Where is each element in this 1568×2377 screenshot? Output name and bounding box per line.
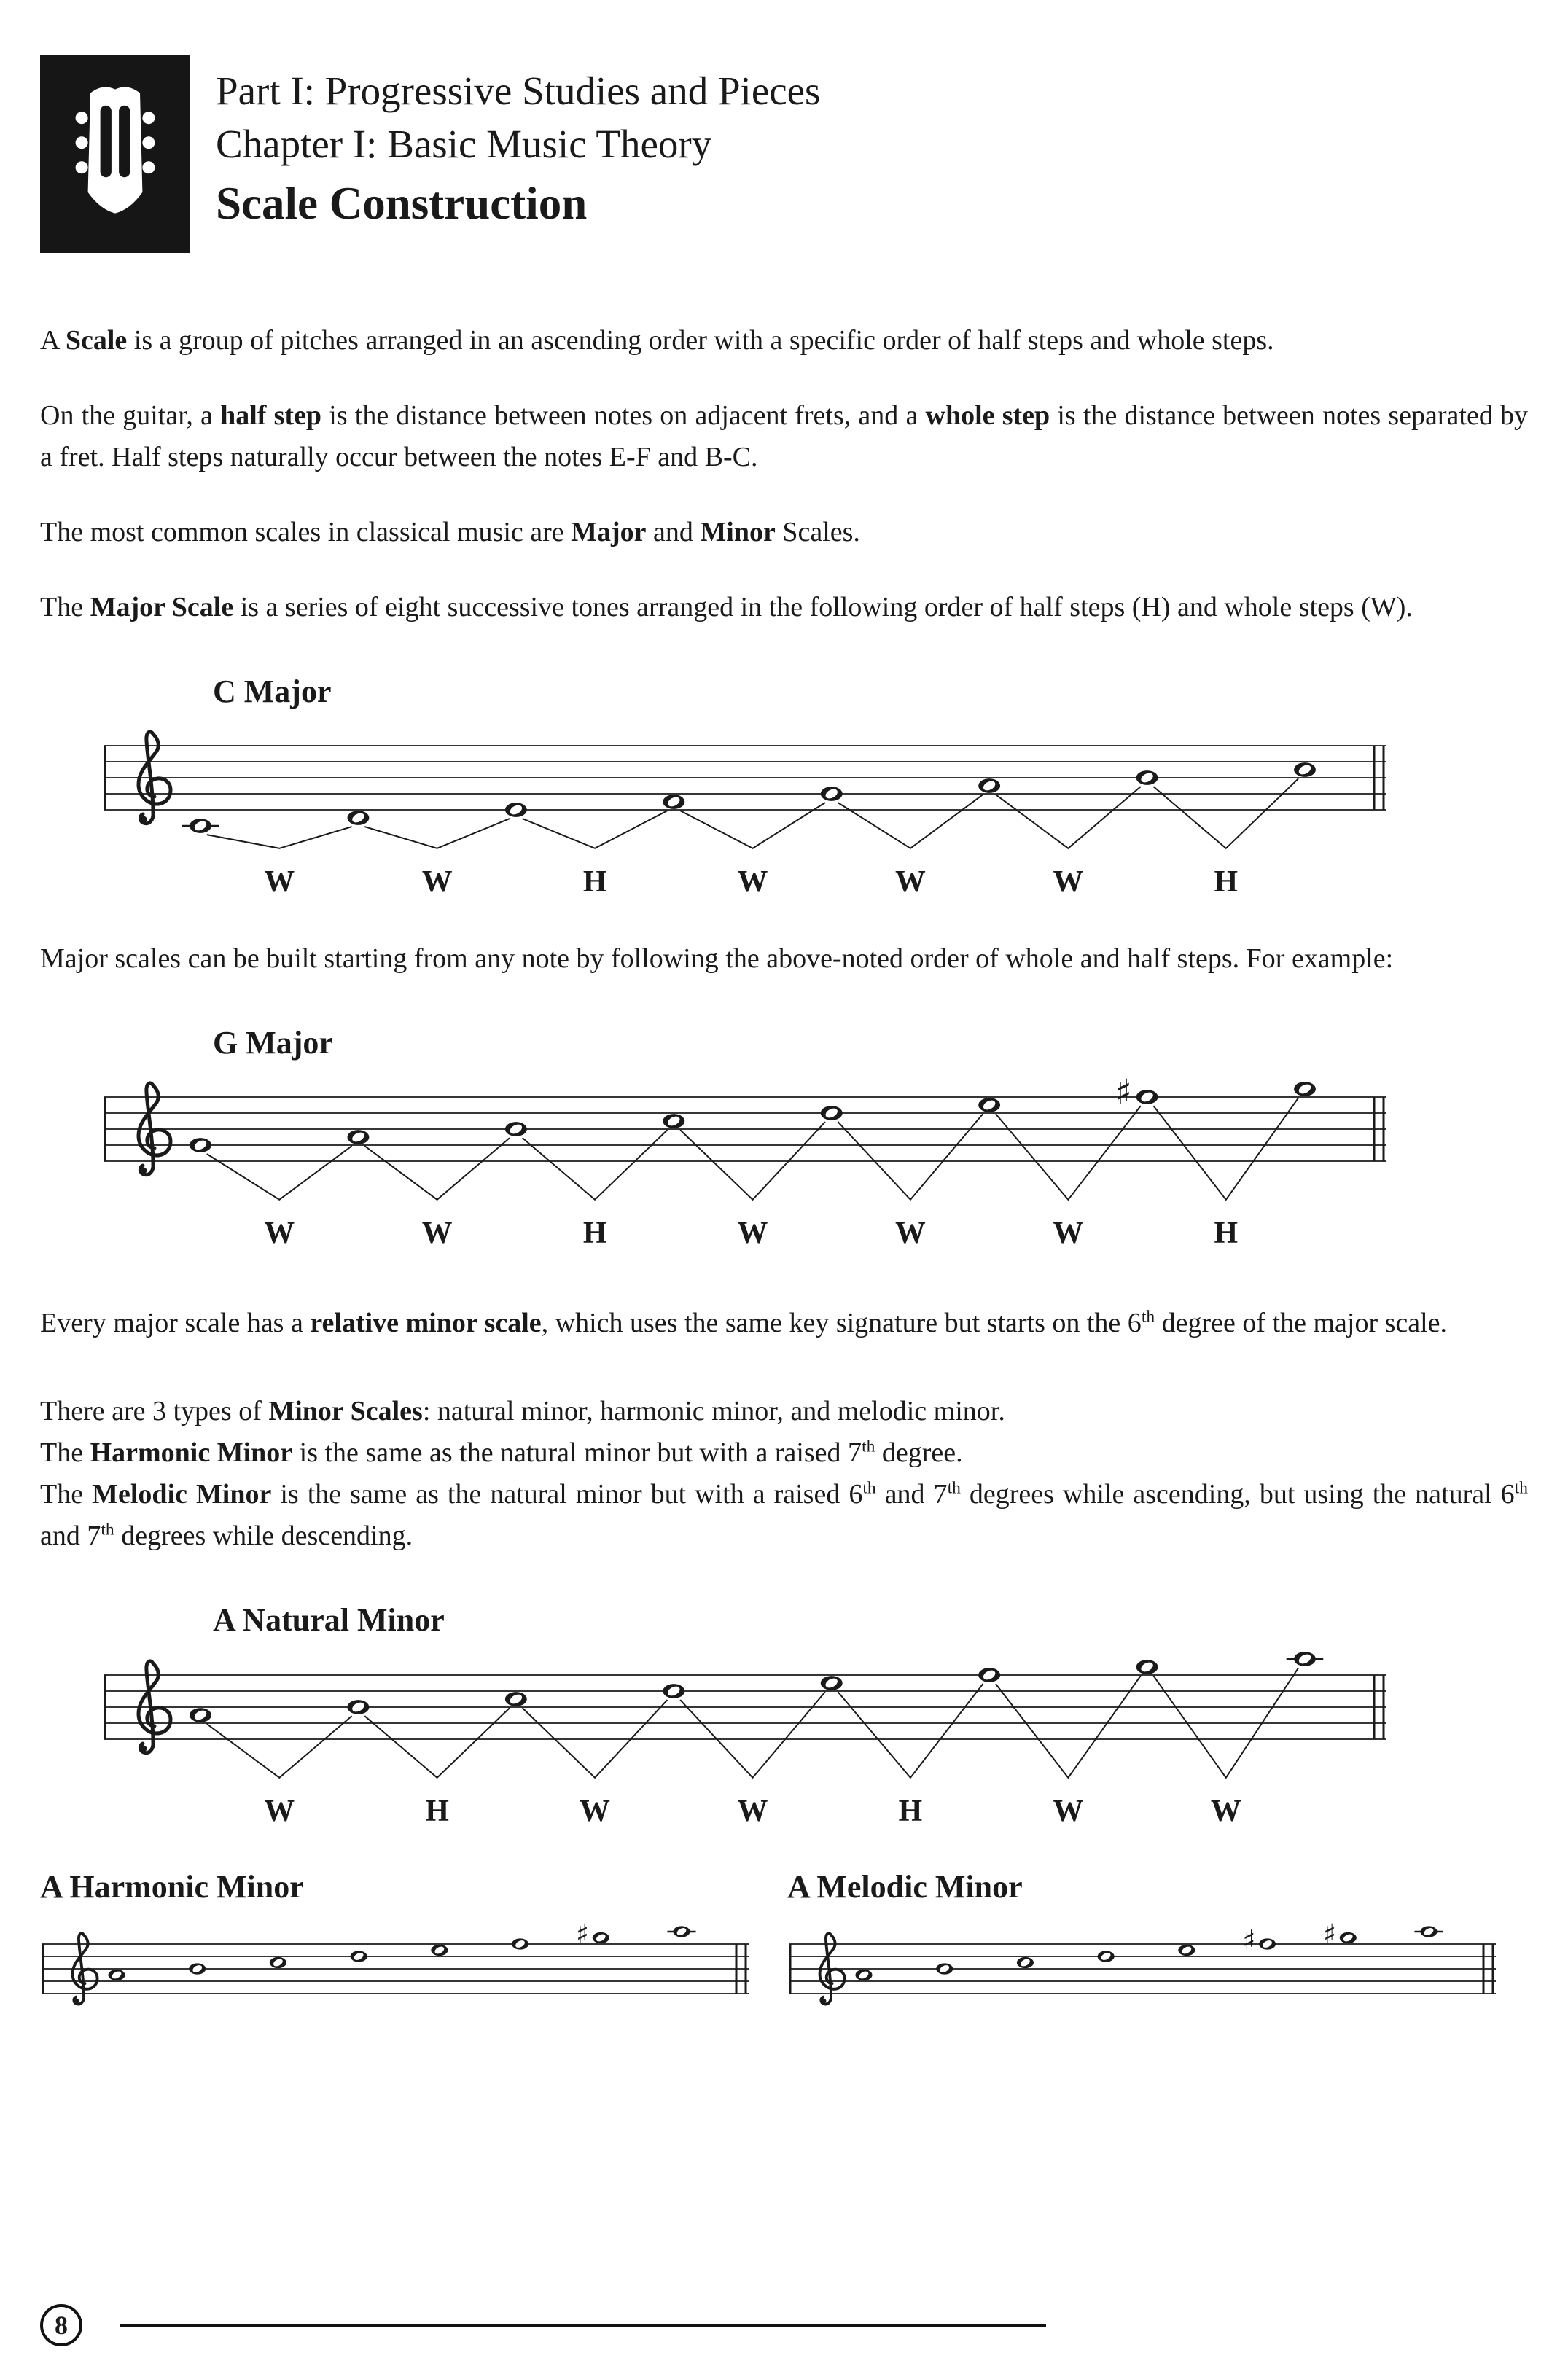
whole-note: [347, 1700, 369, 1714]
figure-title-g-major: G Major: [213, 1025, 333, 1061]
whole-note: [821, 1676, 843, 1690]
whole-note: [505, 803, 527, 817]
whole-note: [667, 1926, 695, 1937]
staff-lines: [104, 1097, 1386, 1161]
whole-note: [1098, 1951, 1115, 1962]
whole-note: [663, 1684, 684, 1698]
whole-note: [855, 1970, 872, 1980]
minor-figures-row: [40, 1866, 1528, 2027]
step-label: W: [264, 1794, 295, 1828]
staff-svg: [40, 1918, 751, 2027]
line-minor-types: There are 3 types of Minor Scales: natural minor, harmonic minor, and melodic minor.: [40, 1396, 1005, 1427]
step-label: W: [895, 865, 926, 899]
whole-note: [663, 1114, 684, 1128]
whole-note: [978, 778, 1000, 793]
figure-a-melodic-minor: [787, 1866, 1498, 2027]
step-label: H: [898, 1794, 923, 1828]
step-bracket: [364, 819, 510, 848]
step-bracket: [364, 1138, 510, 1200]
whole-note: [1017, 1957, 1034, 1968]
whole-note: [663, 795, 684, 809]
publisher-logo: [40, 55, 190, 253]
whole-note: [512, 1938, 528, 1949]
whole-note: [270, 1957, 286, 1968]
sharp-icon: ♯: [1115, 1072, 1132, 1114]
step-label: H: [425, 1794, 449, 1828]
c-major-staff: [102, 717, 1528, 905]
whole-note: [431, 1945, 448, 1956]
step-bracket: [838, 1684, 983, 1778]
a-harmonic-minor-staff: [40, 1918, 751, 2027]
paragraph-half-whole-step: On the guitar, a half step is the distance between notes on adjacent frets, and a whole step is the distance between notes separated by a fret. Half steps naturally occur between the notes E-F and B-C.: [40, 400, 1529, 472]
whole-note: [1294, 762, 1316, 777]
step-label: W: [895, 1217, 926, 1251]
a-natural-minor-staff: [102, 1646, 1528, 1834]
guitar-headstock-icon: [53, 70, 177, 238]
step-bracket: [838, 795, 983, 848]
footer-rule: [120, 2324, 1046, 2327]
staff-lines: [42, 1944, 749, 1994]
whole-note: [190, 1708, 211, 1722]
step-label: W: [737, 1217, 768, 1251]
g-major-staff: [102, 1068, 1528, 1256]
whole-note: [936, 1963, 953, 1974]
page-title: Scale Construction: [216, 178, 588, 230]
paragraph-minor-types: [40, 1391, 1528, 1557]
whole-note: [1242, 1924, 1276, 1956]
whole-note: [1294, 1082, 1316, 1096]
whole-note: [1136, 770, 1158, 785]
paragraph-scale-definition: A Scale is a group of pitches arranged in an ascending order with a specific order of half steps and whole steps.: [40, 325, 1274, 356]
step-label: W: [264, 1217, 295, 1251]
step-label: W: [421, 1217, 453, 1251]
page-number: 8: [40, 2304, 82, 2346]
staff-svg: [102, 717, 1389, 905]
whole-note: [347, 811, 369, 825]
whole-note: [505, 1692, 527, 1706]
step-bracket: [207, 1716, 352, 1778]
whole-note: [1178, 1945, 1195, 1956]
whole-note: [821, 787, 843, 801]
step-label: W: [421, 865, 453, 899]
whole-note: [1136, 1660, 1158, 1674]
whole-note: [1414, 1926, 1443, 1937]
page-footer: [40, 2304, 1528, 2346]
whole-note: [347, 1130, 369, 1144]
paragraph-common-scales: The most common scales in classical music are Major and Minor Scales.: [40, 517, 860, 547]
part-title: Part I: Progressive Studies and Pieces: [216, 69, 821, 113]
whole-note: [978, 1098, 1000, 1112]
whole-note: [821, 1106, 843, 1120]
figure-g-major: [40, 1022, 1528, 1256]
header-text: [216, 55, 820, 232]
whole-note: [1323, 1918, 1357, 1950]
figure-a-harmonic-minor: [40, 1866, 751, 2027]
step-bracket: [838, 1114, 983, 1200]
step-label: W: [1053, 1794, 1084, 1828]
staff-lines: [104, 1675, 1386, 1739]
step-bracket: [1153, 778, 1298, 848]
whole-note: [108, 1970, 125, 1980]
staff-lines: [789, 1944, 1496, 1994]
step-bracket: [680, 1692, 825, 1778]
paragraph-build-scales: Major scales can be built starting from any note by following the above-noted order of whole and half steps. For example:: [40, 943, 1394, 975]
line-melodic-minor: The Melodic Minor is the same as the natural minor but with a raised 6th and 7th degrees while ascending, but using the natural 6th and 7th degrees while descending.: [40, 1478, 1528, 1552]
line-harmonic-minor: The Harmonic Minor is the same as the natural minor but with a raised 7th degree.: [40, 1437, 963, 1469]
figure-title-c-major: C Major: [213, 674, 332, 709]
whole-note: [505, 1122, 527, 1136]
step-bracket: [996, 787, 1141, 848]
chapter-title: Chapter I: Basic Music Theory: [216, 121, 712, 166]
step-bracket: [523, 811, 668, 848]
step-label: H: [1214, 1217, 1239, 1251]
step-label: W: [1210, 1794, 1241, 1828]
step-label: H: [582, 1217, 607, 1251]
a-melodic-minor-staff: [787, 1918, 1498, 2027]
whole-note: [1115, 1072, 1158, 1113]
step-bracket: [207, 1146, 352, 1200]
figure-title-a-melodic-minor: A Melodic Minor: [787, 1868, 1023, 1905]
step-bracket: [996, 1106, 1141, 1200]
step-label: W: [1053, 865, 1084, 899]
staff-svg: [102, 1068, 1389, 1256]
step-label: W: [580, 1794, 610, 1828]
step-label: W: [737, 865, 768, 899]
staff-svg: [787, 1918, 1498, 2027]
whole-note: [189, 1963, 206, 1974]
page-header: [40, 55, 1528, 253]
step-label: W: [1053, 1217, 1084, 1251]
step-label: W: [737, 1794, 768, 1828]
sharp-icon: ♯: [1242, 1924, 1256, 1956]
sharp-icon: ♯: [576, 1917, 590, 1950]
step-label: H: [1214, 865, 1239, 899]
figure-title-a-harmonic-minor: A Harmonic Minor: [40, 1868, 304, 1905]
whole-note: [978, 1668, 1000, 1682]
staff-svg: [102, 1646, 1389, 1834]
whole-note: [1287, 1652, 1324, 1666]
step-label: H: [582, 865, 607, 899]
step-bracket: [364, 1708, 510, 1778]
whole-note: [182, 819, 219, 833]
paragraph-major-scale-order: The Major Scale is a series of eight successive tones arranged in the following order of half steps (H) and whole steps (W).: [40, 592, 1413, 622]
figure-title-a-natural-minor: A Natural Minor: [213, 1602, 445, 1639]
step-bracket: [523, 1130, 668, 1200]
step-label: W: [264, 865, 295, 899]
figure-c-major: [40, 671, 1528, 905]
step-bracket: [207, 827, 352, 848]
figure-a-natural-minor: [40, 1599, 1528, 1833]
whole-note: [576, 1918, 609, 1950]
whole-note: [190, 1138, 211, 1152]
staff-lines: [104, 746, 1386, 810]
sharp-icon: ♯: [1323, 1917, 1337, 1950]
whole-note: [351, 1951, 367, 1962]
paragraph-relative-minor: Every major scale has a relative minor scale, which uses the same key signature but starts on the 6th degree of the major scale.: [40, 1307, 1448, 1339]
